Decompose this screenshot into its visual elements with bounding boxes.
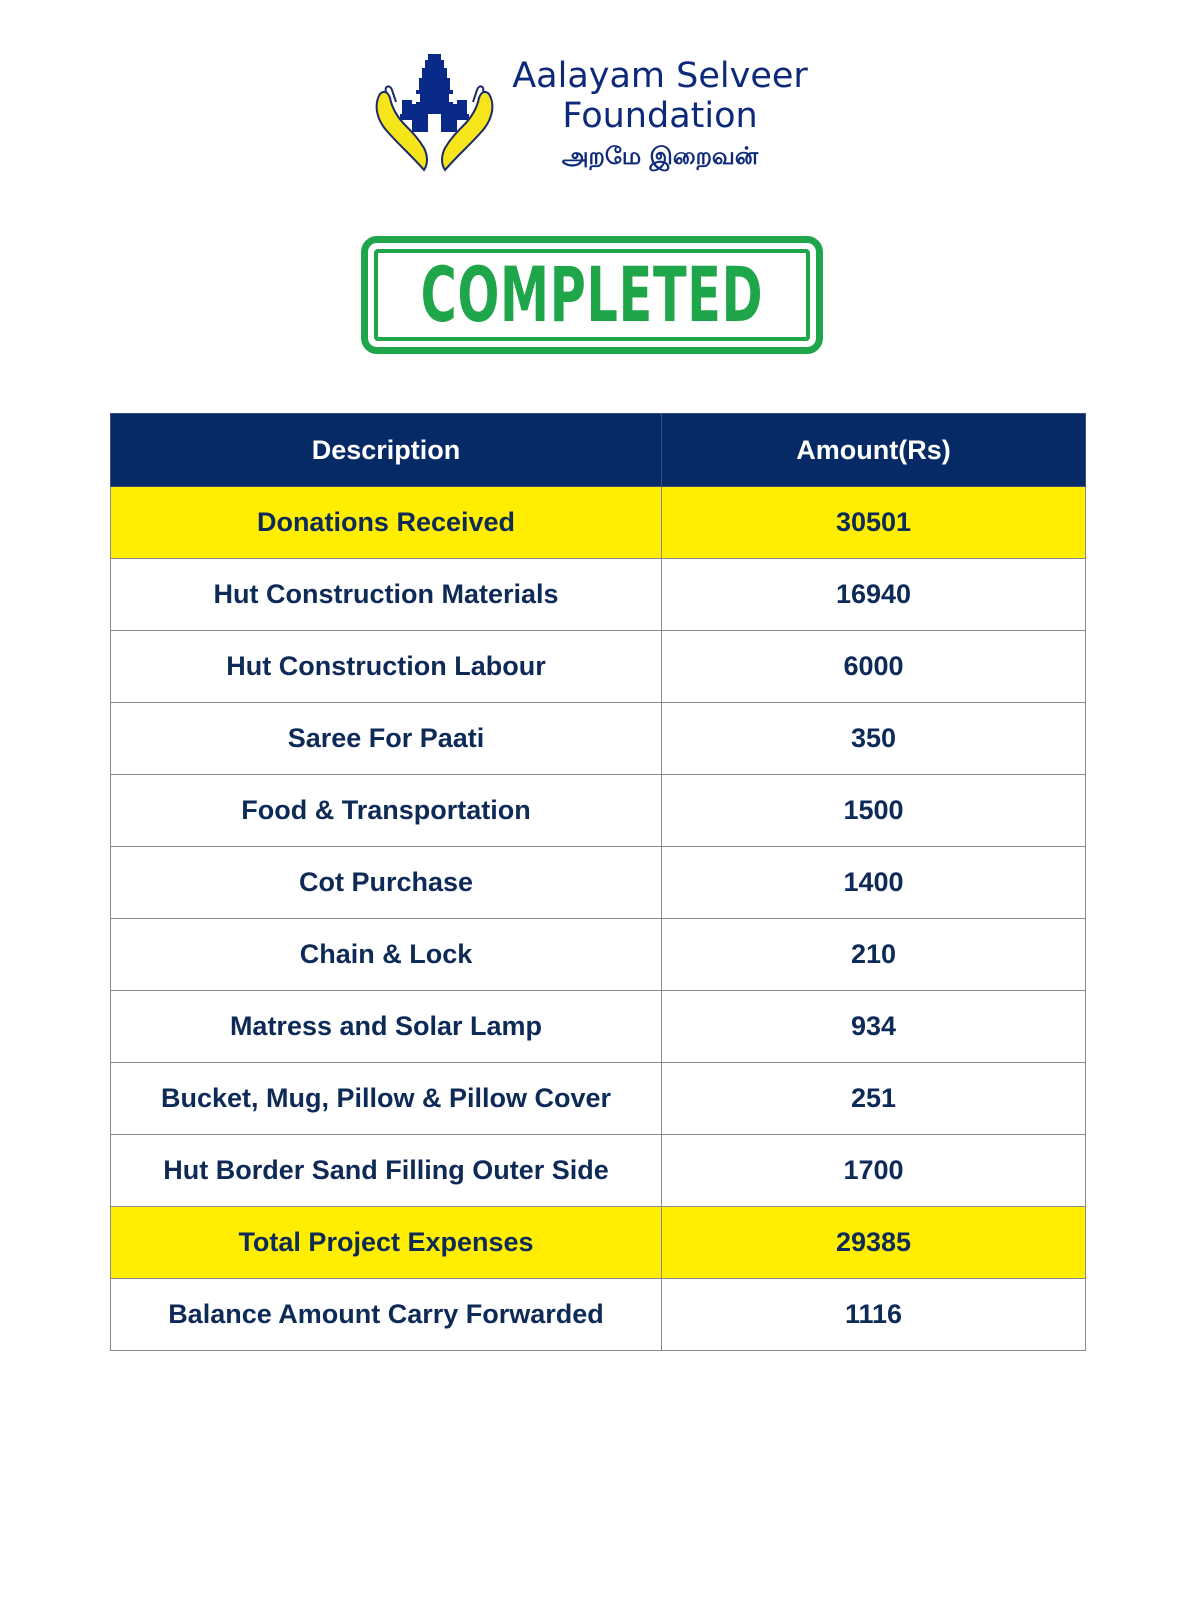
row-description: Hut Construction Materials (111, 559, 662, 631)
row-description: Food & Transportation (111, 775, 662, 847)
table-row (111, 847, 1086, 919)
completed-stamp-inner-border (374, 249, 810, 341)
table-row (111, 559, 1086, 631)
expense-table (110, 413, 1086, 1351)
row-description: Total Project Expenses (111, 1207, 662, 1279)
table-row (111, 1279, 1086, 1351)
row-description: Matress and Solar Lamp (111, 991, 662, 1063)
row-amount: 251 (662, 1063, 1086, 1135)
row-description: Hut Border Sand Filling Outer Side (111, 1135, 662, 1207)
row-amount: 1700 (662, 1135, 1086, 1207)
table-row (111, 1135, 1086, 1207)
row-amount: 1500 (662, 775, 1086, 847)
org-name-line1: Aalayam Selveer (512, 56, 808, 96)
table-row (111, 703, 1086, 775)
row-description: Donations Received (111, 487, 662, 559)
org-name-line2: Foundation (562, 96, 758, 136)
row-description: Bucket, Mug, Pillow & Pillow Cover (111, 1063, 662, 1135)
table-row (111, 919, 1086, 991)
table-body (111, 487, 1086, 1351)
row-amount: 1116 (662, 1279, 1086, 1351)
table-row (111, 775, 1086, 847)
row-amount: 934 (662, 991, 1086, 1063)
row-amount: 350 (662, 703, 1086, 775)
table-row (111, 991, 1086, 1063)
row-amount: 30501 (662, 487, 1086, 559)
foundation-logo (372, 52, 832, 182)
row-description: Cot Purchase (111, 847, 662, 919)
table-row (111, 487, 1086, 559)
amount-column-header: Amount(Rs) (662, 414, 1086, 487)
completed-stamp-label: COMPLETED (420, 250, 764, 339)
row-description: Saree For Paati (111, 703, 662, 775)
row-amount: 16940 (662, 559, 1086, 631)
org-name (500, 56, 820, 136)
row-amount: 6000 (662, 631, 1086, 703)
row-amount: 1400 (662, 847, 1086, 919)
row-amount: 210 (662, 919, 1086, 991)
row-description: Hut Construction Labour (111, 631, 662, 703)
completed-stamp (361, 236, 823, 354)
table-row (111, 631, 1086, 703)
row-amount: 29385 (662, 1207, 1086, 1279)
table-row (111, 1063, 1086, 1135)
table-header-row (111, 414, 1086, 487)
temple-hands-logo-icon (372, 52, 497, 180)
row-description: Chain & Lock (111, 919, 662, 991)
tamil-tagline: அறமே இறைவன் (561, 142, 759, 170)
description-column-header: Description (111, 414, 662, 487)
table-row (111, 1207, 1086, 1279)
row-description: Balance Amount Carry Forwarded (111, 1279, 662, 1351)
